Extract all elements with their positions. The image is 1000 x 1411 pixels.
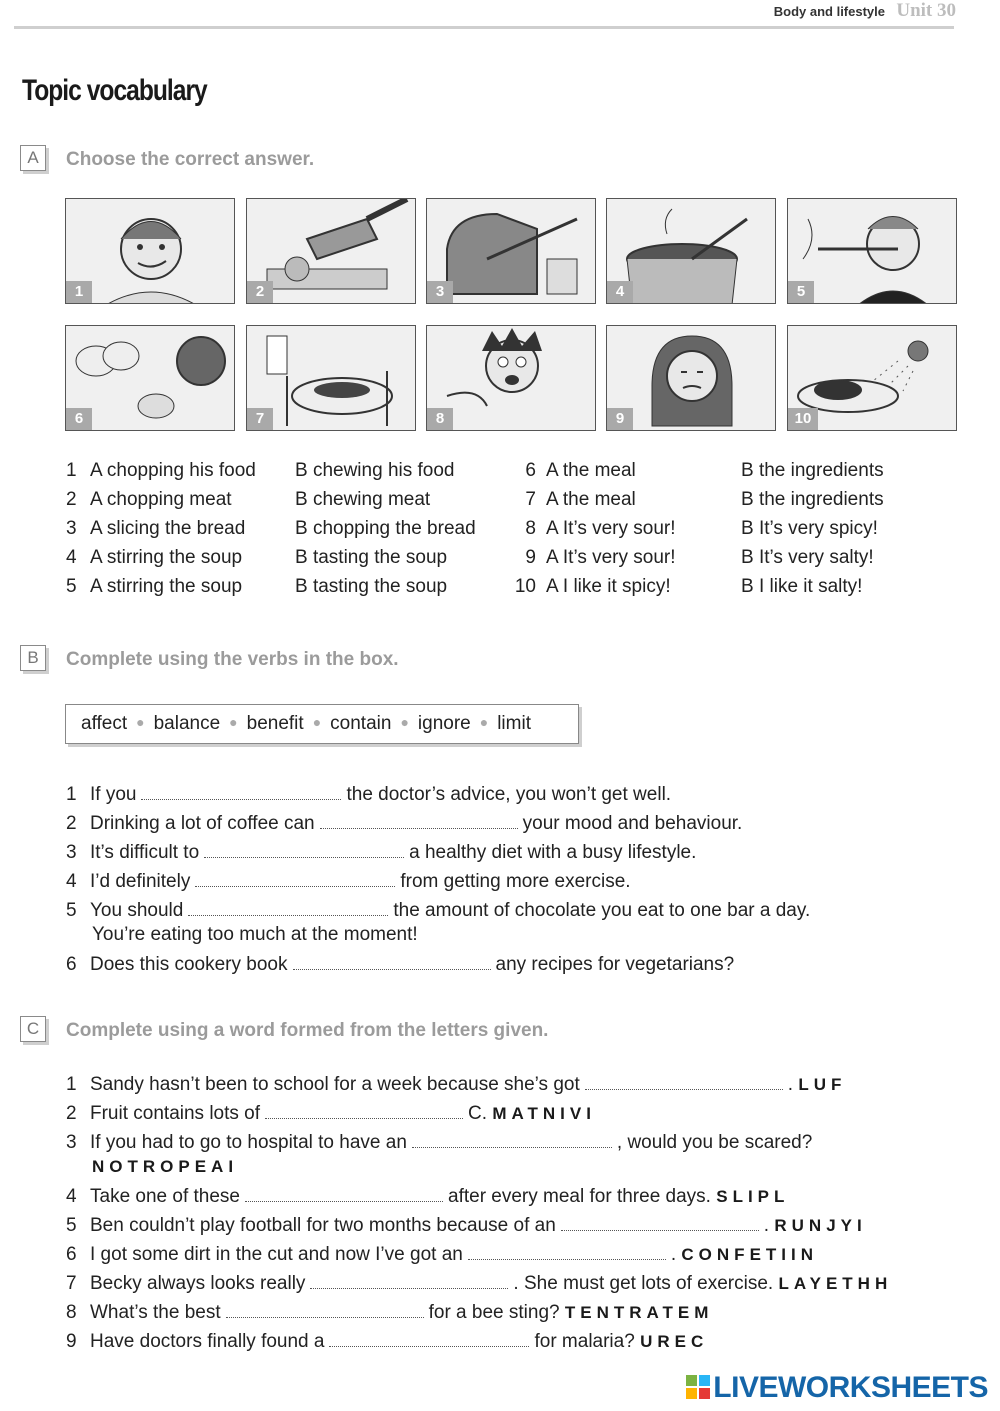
word: ignore — [417, 713, 471, 734]
sentence-5-continued — [66, 925, 810, 945]
scrambled-letters: UREC — [640, 1332, 709, 1351]
option-b[interactable]: B chewing meat — [295, 489, 431, 510]
section-a-marker: A — [20, 145, 46, 171]
item-number: 9 — [525, 547, 536, 568]
item-number: 4 — [66, 871, 77, 892]
answer-blank[interactable] — [329, 1332, 529, 1347]
page-title: Topic vocabulary — [22, 74, 207, 107]
scrambled-letters: RUNJYI — [774, 1216, 867, 1235]
item-number: 3 — [66, 842, 77, 863]
sentence-5 — [66, 1211, 892, 1240]
sentence-start: Sandy hasn’t been to school for a week because she’s got — [90, 1074, 580, 1095]
option-row-5 — [66, 572, 476, 601]
answer-blank[interactable] — [468, 1245, 666, 1260]
option-a[interactable]: A the meal — [546, 489, 636, 510]
sentence-start: If you — [90, 784, 137, 805]
option-b[interactable]: B chewing his food — [295, 460, 455, 481]
option-a[interactable]: A It’s very sour! — [546, 518, 676, 539]
sentence-4 — [66, 867, 810, 896]
section-a-options-left — [66, 456, 476, 601]
answer-blank[interactable] — [204, 843, 404, 858]
picture-3 — [426, 198, 596, 304]
option-a[interactable]: A I like it spicy! — [546, 576, 671, 597]
picture-9 — [606, 325, 776, 431]
option-a[interactable]: A stirring the soup — [90, 576, 243, 597]
sentence-8 — [66, 1298, 892, 1327]
item-number: 3 — [66, 518, 77, 539]
logo-squares-icon — [686, 1375, 710, 1399]
item-number: 5 — [66, 900, 77, 921]
word-box — [65, 704, 579, 744]
sentence-start: Take one of these — [90, 1186, 240, 1207]
sentence-start: Have doctors finally found a — [90, 1331, 325, 1352]
sentence-end: the doctor’s advice, you won’t get well. — [346, 784, 672, 805]
item-number: 1 — [66, 460, 77, 481]
option-a[interactable]: A slicing the bread — [90, 518, 246, 539]
picture-number: 9 — [607, 408, 633, 430]
bullet-icon: ● — [229, 714, 238, 730]
option-b[interactable]: B tasting the soup — [295, 547, 448, 568]
scrambled-letters: CONFETIIN — [681, 1245, 819, 1264]
sentence-end: after every meal for three days. — [448, 1186, 711, 1207]
answer-blank[interactable] — [412, 1133, 612, 1148]
picture-5 — [787, 198, 957, 304]
answer-blank[interactable] — [310, 1274, 508, 1289]
picture-1 — [65, 198, 235, 304]
item-number: 5 — [66, 1215, 77, 1236]
word: contain — [330, 713, 392, 734]
sentence-end: . — [670, 1244, 677, 1265]
option-a[interactable]: A chopping his food — [90, 460, 256, 481]
sentence-start: I’d definitely — [90, 871, 191, 892]
option-b[interactable]: B It’s very spicy! — [741, 518, 878, 539]
sentence-1 — [66, 1070, 892, 1099]
sentence-end: . She must get lots of exercise. — [513, 1273, 774, 1294]
liveworksheets-logo[interactable] — [686, 1371, 988, 1405]
answer-blank[interactable] — [226, 1303, 424, 1318]
picture-number: 3 — [427, 281, 453, 303]
option-row-6 — [514, 456, 884, 485]
picture-7 — [246, 325, 416, 431]
answer-blank[interactable] — [585, 1075, 783, 1090]
answer-blank[interactable] — [320, 814, 518, 829]
section-a-instruction: Choose the correct answer. — [66, 149, 315, 170]
option-row-2 — [66, 485, 476, 514]
sentence-start: I got some dirt in the cut and now I’ve got an — [90, 1244, 463, 1265]
item-number: 8 — [525, 518, 536, 539]
header-unit: Unit 30 — [896, 0, 956, 21]
sentence-2 — [66, 809, 810, 838]
sentence-end: , would you be scared? — [616, 1132, 813, 1153]
option-row-9 — [514, 543, 884, 572]
option-a[interactable]: A chopping meat — [90, 489, 232, 510]
sentence-end: . — [763, 1215, 770, 1236]
sentence-end: . — [787, 1074, 794, 1095]
item-number: 1 — [66, 1074, 77, 1095]
item-number: 8 — [66, 1302, 77, 1323]
picture-6 — [65, 325, 235, 431]
option-row-4 — [66, 543, 476, 572]
bullet-icon: ● — [479, 714, 489, 730]
option-b[interactable]: B I like it salty! — [741, 576, 863, 597]
answer-blank[interactable] — [561, 1216, 759, 1231]
item-number: 2 — [66, 489, 77, 510]
item-number: 2 — [66, 1103, 77, 1124]
scrambled-letters: LUF — [798, 1075, 847, 1094]
word: affect — [81, 713, 128, 734]
item-number: 7 — [525, 489, 536, 510]
sentence-start: Drinking a lot of coffee can — [90, 813, 315, 834]
picture-number: 10 — [788, 408, 818, 430]
picture-number: 7 — [247, 408, 273, 430]
sentence-end: any recipes for vegetarians? — [495, 954, 735, 975]
scrambled-letters: SLIPL — [716, 1187, 790, 1206]
sentence-6 — [66, 1240, 892, 1269]
sentence-end: C. — [468, 1103, 488, 1124]
sentence-3 — [66, 838, 810, 867]
picture-number: 5 — [788, 281, 814, 303]
option-row-8 — [514, 514, 884, 543]
item-number: 6 — [525, 460, 536, 481]
answer-blank[interactable] — [195, 872, 395, 887]
option-row-3 — [66, 514, 476, 543]
sentence-start: Does this cookery book — [90, 954, 288, 975]
header-title: Body and lifestyle — [773, 4, 885, 19]
scrambled-letters: LAYETHH — [778, 1274, 893, 1293]
option-row-7 — [514, 485, 884, 514]
section-c-items — [66, 1070, 892, 1356]
sentence-start: Fruit contains lots of — [90, 1103, 261, 1124]
sentence-9 — [66, 1327, 892, 1356]
item-number: 1 — [66, 784, 77, 805]
bullet-icon: ● — [400, 714, 409, 730]
item-number: 10 — [514, 576, 536, 597]
option-a[interactable]: A the meal — [546, 460, 636, 481]
answer-blank[interactable] — [141, 785, 341, 800]
picture-8 — [426, 325, 596, 431]
sentence-3 — [66, 1128, 892, 1157]
sentence-end: a healthy diet with a busy lifestyle. — [409, 842, 697, 863]
item-number: 6 — [66, 1244, 77, 1265]
answer-blank[interactable] — [265, 1104, 463, 1119]
picture-2 — [246, 198, 416, 304]
answer-blank[interactable] — [293, 955, 491, 970]
logo-text: LIVEWORKSHEETS — [713, 1371, 988, 1404]
item-number: 7 — [66, 1273, 77, 1294]
sentence-start: Becky always looks really — [90, 1273, 306, 1294]
header-divider — [14, 26, 954, 29]
word: benefit — [246, 713, 304, 734]
section-a-options-right — [514, 456, 884, 601]
picture-number: 1 — [66, 281, 92, 303]
sentence-start: If you had to go to hospital to have an — [90, 1132, 407, 1153]
answer-blank[interactable] — [188, 901, 388, 916]
option-b[interactable]: B the ingredients — [741, 460, 884, 481]
scrambled-letters: MATNIVI — [492, 1104, 596, 1123]
picture-number: 4 — [607, 281, 633, 303]
picture-number: 2 — [247, 281, 273, 303]
section-c-instruction: Complete using a word formed from the letters given. — [66, 1020, 549, 1041]
item-number: 5 — [66, 576, 77, 597]
sentence-end: for malaria? — [534, 1331, 635, 1352]
item-number: 9 — [66, 1331, 77, 1352]
item-number: 3 — [66, 1132, 77, 1153]
section-b-marker: B — [20, 645, 46, 671]
sentence-4 — [66, 1182, 892, 1211]
option-row-1 — [66, 456, 476, 485]
answer-blank[interactable] — [245, 1187, 443, 1202]
word: balance — [153, 713, 221, 734]
sentence-5 — [66, 896, 810, 925]
item-number: 4 — [66, 1186, 77, 1207]
sentence-6 — [66, 950, 810, 979]
sentence-3-letters — [66, 1157, 892, 1177]
bullet-icon: ● — [312, 714, 322, 730]
option-row-10 — [514, 572, 884, 601]
section-b-items — [66, 780, 810, 979]
item-number: 6 — [66, 954, 77, 975]
option-b[interactable]: B the ingredients — [741, 489, 884, 510]
item-number: 2 — [66, 813, 77, 834]
picture-number: 6 — [66, 408, 92, 430]
sentence-7 — [66, 1269, 892, 1298]
option-b[interactable]: B tasting the soup — [295, 576, 448, 597]
sentence-end: from getting more exercise. — [400, 871, 631, 892]
option-a[interactable]: A It’s very sour! — [546, 547, 676, 568]
sentence-end: your mood and behaviour. — [522, 813, 743, 834]
option-a[interactable]: A stirring the soup — [90, 547, 243, 568]
sentence-1 — [66, 780, 810, 809]
word: limit — [497, 713, 531, 734]
scrambled-letters: NOTROPEAI — [92, 1157, 239, 1176]
picture-10 — [787, 325, 957, 431]
picture-4 — [606, 198, 776, 304]
sentence-end: the amount of chocolate you eat to one bar a day. — [393, 900, 811, 921]
bullet-icon: ● — [136, 714, 145, 730]
sentence-end: for a bee sting? — [428, 1302, 560, 1323]
sentence-start: What’s the best — [90, 1302, 221, 1323]
section-c-marker: C — [20, 1016, 46, 1042]
sentence-2 — [66, 1099, 892, 1128]
option-b[interactable]: B chopping the bread — [295, 518, 476, 539]
scrambled-letters: TENTRATEM — [564, 1303, 714, 1322]
section-b-instruction: Complete using the verbs in the box. — [66, 649, 399, 670]
sentence-start: Ben couldn’t play football for two months because of an — [90, 1215, 556, 1236]
sentence-start: It’s difficult to — [90, 842, 200, 863]
sentence-continued: You’re eating too much at the moment! — [92, 924, 418, 945]
item-number: 4 — [66, 547, 77, 568]
option-b[interactable]: B It’s very salty! — [741, 547, 874, 568]
picture-number: 8 — [427, 408, 453, 430]
sentence-start: You should — [90, 900, 184, 921]
